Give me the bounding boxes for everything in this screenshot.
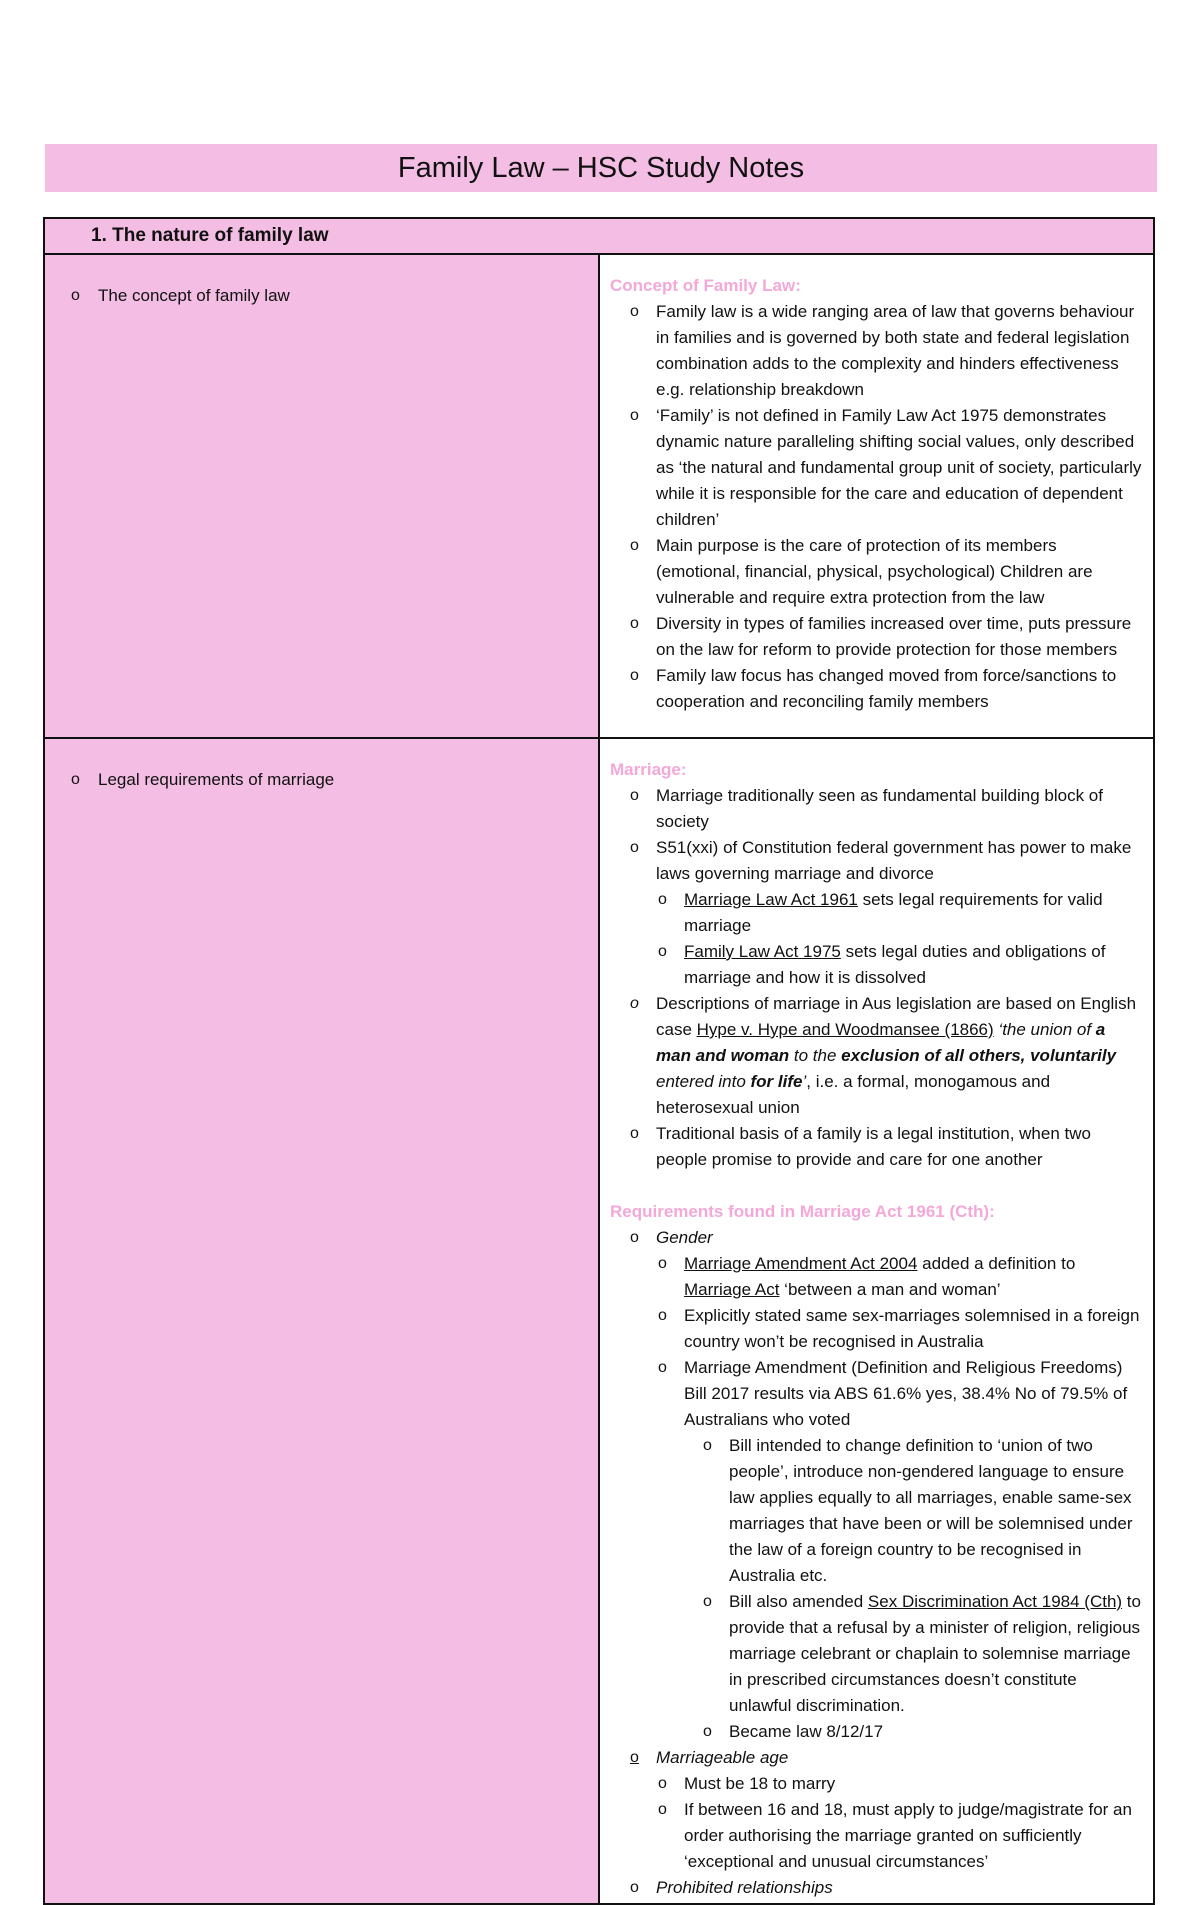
list-item-text: ‘Family’ is not defined in Family Law Act 1975 demonstrates dynamic nature paralleling shifting social values, only described as ‘the natural and fundamental group unit of society, particularly while it is responsible for the care and education of dependent children’ [656, 406, 1142, 529]
bullet-icon: o [630, 839, 639, 856]
bullet-icon: o [658, 943, 667, 960]
page-title: Family Law – HSC Study Notes [397, 151, 805, 184]
topic-label: Legal requirements of marriage [98, 770, 335, 789]
list-item-text: , i.e. a formal, monogamous and heterosexual union [656, 1072, 1051, 1117]
quote-part: ’ [802, 1072, 807, 1091]
bullet-icon: o [630, 537, 639, 554]
bullet-icon: o [630, 1749, 639, 1766]
list-item [610, 1745, 1143, 1771]
notes-cell-concept [599, 254, 1154, 738]
bullet-icon: o [630, 667, 639, 684]
list-item-text: Marriage Amendment (Definition and Religious Freedoms) Bill 2017 results via ABS 61.6% yes, 38.4% No of 79.5% of Australians who voted [684, 1358, 1128, 1429]
bullet-icon: o [703, 1723, 712, 1740]
list-item [610, 1433, 1143, 1589]
bullet-icon: o [630, 407, 639, 424]
bullet-icon: o [630, 1229, 639, 1246]
list-item-text: Traditional basis of a family is a legal institution, when two people promise to provide and care for one another [656, 1124, 1091, 1169]
quote-bold: for life [750, 1072, 803, 1091]
quote-bold: exclusion of all others, voluntarily [841, 1046, 1117, 1065]
bullet-icon: o [658, 1359, 667, 1376]
bullet-icon: o [658, 1801, 667, 1818]
act-name: Marriage Law Act 1961 [684, 890, 858, 909]
list-item-text: added a definition to [917, 1254, 1076, 1273]
list-item-text: Descriptions of marriage in Aus legislation are based on English case [656, 994, 1137, 1039]
bullet-icon: o [658, 891, 667, 908]
bullet-icon: o [630, 995, 639, 1012]
act-name: Sex Discrimination Act 1984 (Cth) [867, 1592, 1123, 1611]
list-item [610, 663, 1143, 715]
list-item [610, 1303, 1143, 1355]
bullet-icon: o [71, 287, 80, 304]
list-item-text: Gender [656, 1228, 713, 1247]
list-item-text: Family law is a wide ranging area of law that governs behaviour in families and is governed by both state and federal legislation combination adds to the complexity and hinders effectiveness e.g. relationship breakdown [656, 302, 1135, 399]
list-item-text: Family law focus has changed moved from force/sanctions to cooperation and reconciling family members [656, 666, 1117, 711]
topic-cell-concept [44, 254, 599, 738]
list-item-text: ‘between a man and woman’ [779, 1280, 1001, 1299]
subheading-marriage: Marriage: [610, 760, 687, 779]
quote-part: to the [789, 1046, 842, 1065]
list-item-text: Marriage traditionally seen as fundamental building block of society [656, 786, 1103, 831]
list-item-text: Prohibited relationships [656, 1878, 833, 1897]
list-item [610, 299, 1143, 403]
list-item [610, 533, 1143, 611]
list-item [610, 991, 1143, 1121]
title-bar [45, 144, 1157, 192]
list-item [610, 611, 1143, 663]
quote-bold: a man and woman [656, 1020, 1106, 1065]
list-item-text: Bill also amended [729, 1592, 868, 1611]
subheading-requirements: Requirements found in Marriage Act 1961 (Cth): [610, 1202, 995, 1221]
list-item [610, 403, 1143, 533]
case-name: Hype v. Hype and Woodmansee (1866) [696, 1020, 994, 1039]
list-item-text: Explicitly stated same sex-marriages solemnised in a foreign country won’t be recognised in Australia [684, 1306, 1140, 1351]
quote-part: entered into [656, 1072, 751, 1091]
list-item [610, 1771, 1143, 1797]
notes-table [43, 217, 1155, 1905]
list-item [610, 1797, 1143, 1875]
bullet-icon: o [630, 1879, 639, 1896]
act-name: Marriage Amendment Act 2004 [684, 1254, 918, 1273]
list-item [610, 1251, 1143, 1303]
bullet-icon: o [658, 1307, 667, 1324]
act-name: Family Law Act 1975 [684, 942, 841, 961]
list-item [610, 783, 1143, 835]
list-item-text: to provide that a refusal by a minister of religion, religious marriage celebrant or chaplain to solemnise marriage in prescribed circumstances doesn’t constitute unlawful discrimination. [729, 1592, 1141, 1715]
bullet-icon: o [630, 615, 639, 632]
notes-cell-marriage [599, 738, 1154, 1904]
section-heading [44, 218, 1154, 254]
list-item-text: S51(xxi) of Constitution federal government has power to make laws governing marriage and divorce [656, 838, 1132, 883]
topic-concept [45, 255, 598, 309]
list-item-text: Became law 8/12/17 [729, 1722, 884, 1741]
list-item-text: Marriageable age [656, 1748, 789, 1767]
topic-label: The concept of family law [98, 286, 290, 305]
list-item [610, 1225, 1143, 1251]
list-item-text: Bill intended to change definition to ‘union of two people’, introduce non-gendered language to ensure law applies equally to all marriages, enable same-sex marriages that have been or will be solemnised under the law of a foreign country to be recognised in Australia etc. [729, 1436, 1133, 1585]
list-item [610, 835, 1143, 887]
bullet-icon: o [630, 1125, 639, 1142]
list-item [610, 1121, 1143, 1173]
bullet-icon: o [630, 787, 639, 804]
bullet-icon: o [658, 1255, 667, 1272]
list-item [610, 1589, 1143, 1719]
topic-cell-marriage [44, 738, 599, 1904]
list-item [610, 1875, 1143, 1901]
bullet-icon: o [630, 303, 639, 320]
list-item [610, 939, 1143, 991]
list-item-text: sets legal requirements for valid marriage [684, 890, 1103, 935]
list-item-text: If between 16 and 18, must apply to judge/magistrate for an order authorising the marriage granted on sufficiently ‘exceptional and unusual circumstances’ [684, 1800, 1132, 1871]
subheading-concept: Concept of Family Law: [610, 276, 801, 295]
bullet-icon: o [658, 1775, 667, 1792]
list-item-text: sets legal duties and obligations of marriage and how it is dissolved [684, 942, 1106, 987]
section-heading-text: 1. The nature of family law [91, 225, 329, 246]
list-item-text: Main purpose is the care of protection of its members (emotional, financial, physical, psychological) Children are vulnerable and require extra protection from the law [656, 536, 1093, 607]
list-item [610, 1719, 1143, 1745]
list-item-text: Diversity in types of families increased over time, puts pressure on the law for reform to provide protection for those members [656, 614, 1132, 659]
quote-part: ‘the union of [998, 1020, 1096, 1039]
bullet-icon: o [703, 1593, 712, 1610]
list-item [610, 1355, 1143, 1433]
bullet-icon: o [71, 771, 80, 788]
topic-marriage [45, 739, 598, 793]
list-item-text: Must be 18 to marry [684, 1774, 836, 1793]
list-item [610, 887, 1143, 939]
act-name: Marriage Act [684, 1280, 780, 1299]
bullet-icon: o [703, 1437, 712, 1454]
